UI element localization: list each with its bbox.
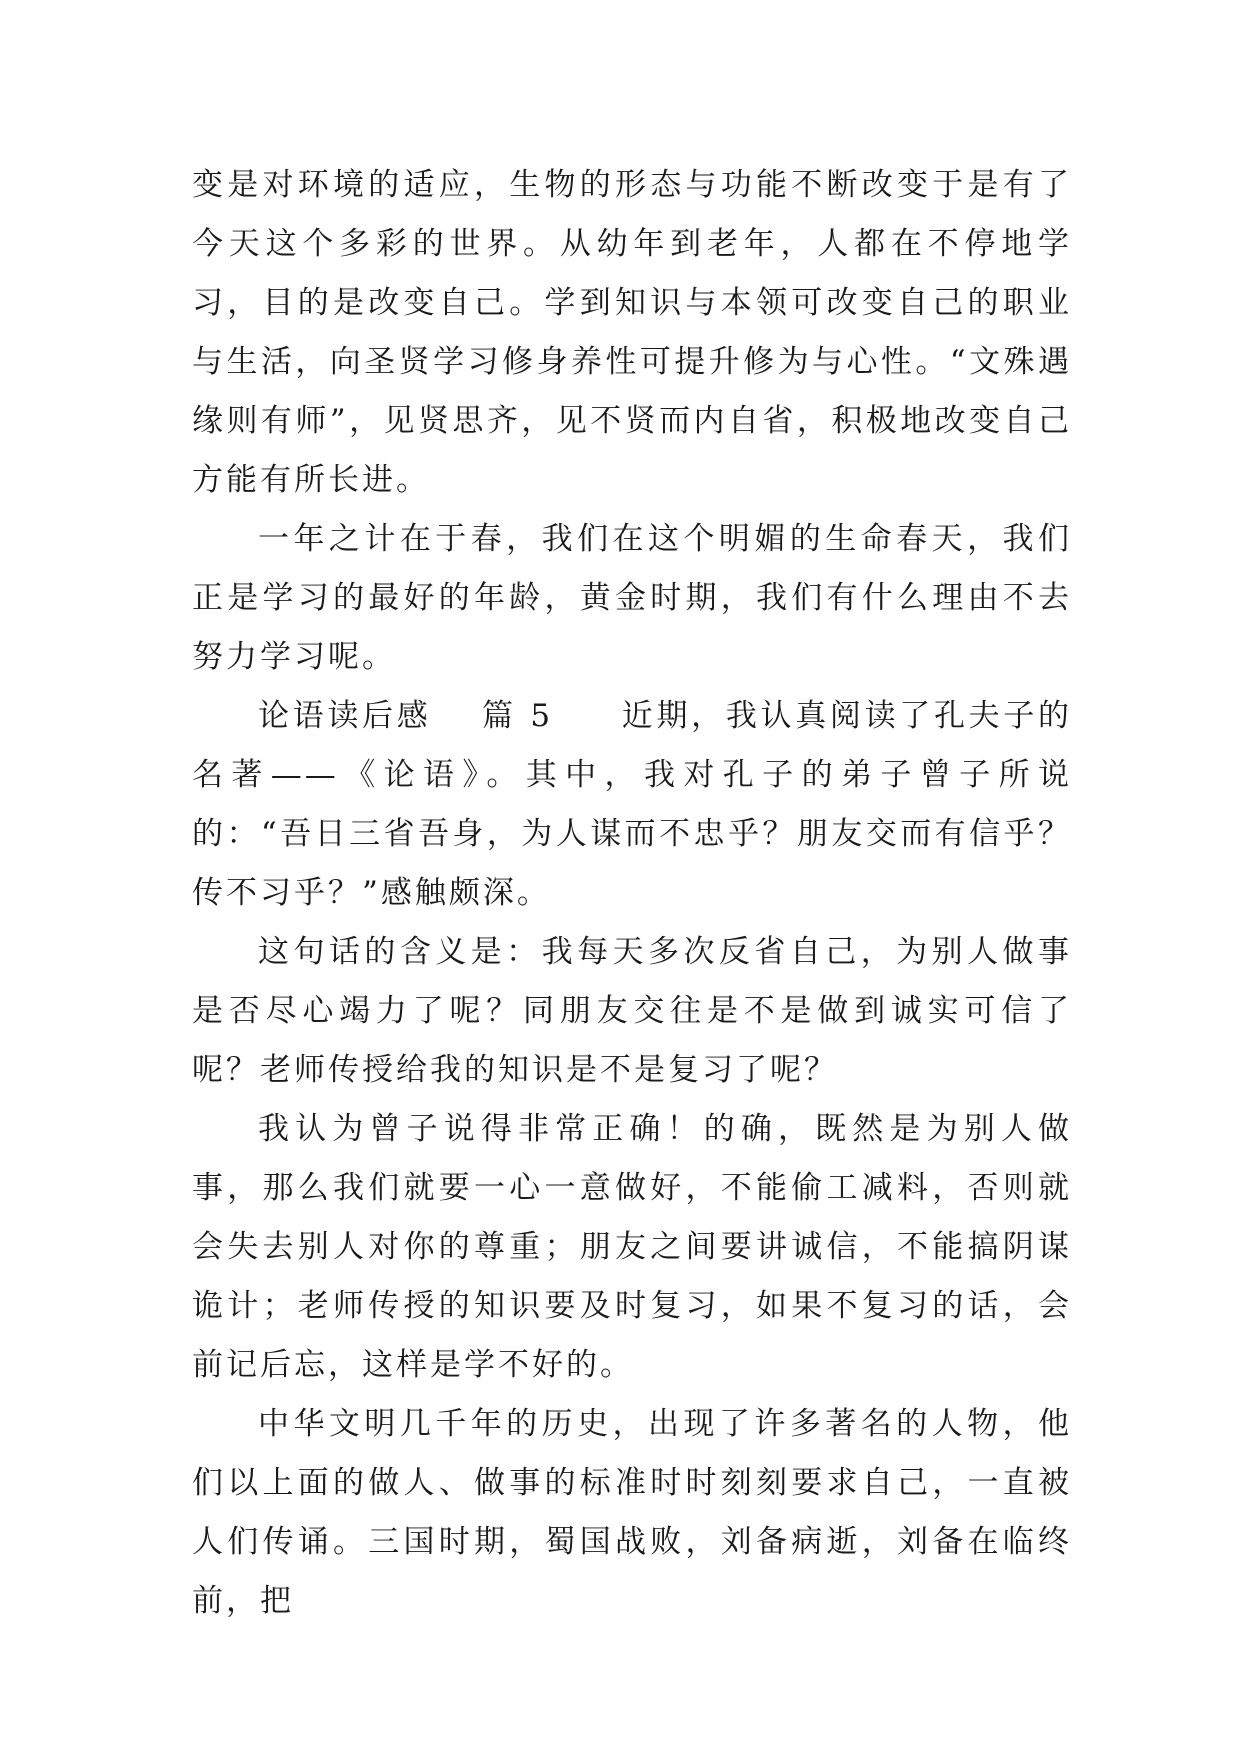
paragraph-4: 这句话的含义是：我每天多次反省自己，为别人做事是否尽心竭力了呢？同朋友交往是不是做到诚实可信了呢？老师传授给我的知识是不是复习了呢？ — [192, 934, 1072, 1088]
body-text — [192, 156, 1072, 1631]
essay-heading: 论语读后感 — [258, 698, 432, 734]
paragraph-3-body: 近期，我认真阅读了孔夫子的名著——《论语》。其中，我对孔子的弟子曾子所说的：“吾日三省吾身，为人谋而不忠乎？朋友交而有信乎？传不习乎？”感触颇深。 — [192, 698, 1073, 911]
paragraph-1: 变是对环境的适应，生物的形态与功能不断改变于是有了今天这个多彩的世界。从幼年到老年，人都在不停地学习，目的是改变自己。学到知识与本领可改变自己的职业与生活，向圣贤学习修身养性可提升修为与心性。“文殊遇缘则有师”，见贤思齐，见不贤而内自省，积极地改变自己方能有所长进。 — [192, 167, 1072, 498]
paragraph-3 — [192, 687, 1072, 923]
paragraph-6: 中华文明几千年的历史，出现了许多著名的人物，他们以上面的做人、做事的标准时时刻刻要求自己，一直被人们传诵。三国时期，蜀国战败，刘备病逝，刘备在临终前，把 — [192, 1406, 1072, 1619]
paragraph-5: 我认为曾子说得非常正确！的确，既然是为别人做事，那么我们就要一心一意做好，不能偷工减料，否则就会失去别人对你的尊重；朋友之间要讲诚信，不能搞阴谋诡计；老师传授的知识要及时复习，如果不复习的话，会前记后忘，这样是学不好的。 — [192, 1111, 1072, 1383]
essay-number: 篇 5 — [481, 698, 554, 734]
paragraph-2: 一年之计在于春，我们在这个明媚的生命春天，我们正是学习的最好的年龄，黄金时期，我们有什么理由不去努力学习呢。 — [192, 521, 1072, 675]
